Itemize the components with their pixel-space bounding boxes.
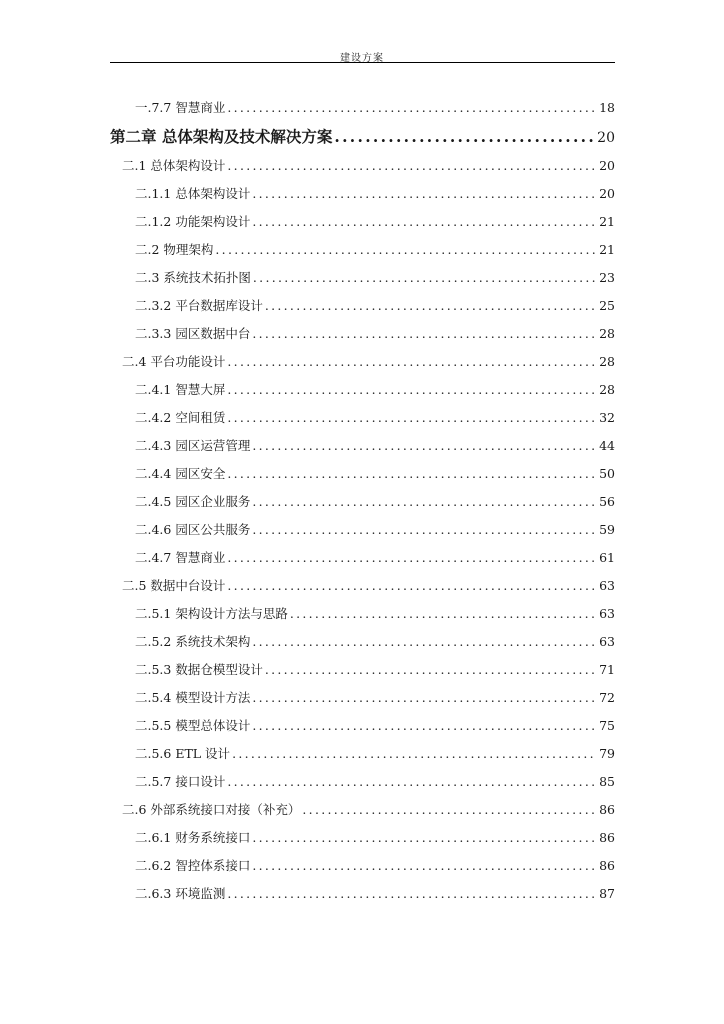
toc-entry[interactable] bbox=[110, 546, 615, 574]
dot-leader bbox=[302, 798, 597, 822]
dot-leader bbox=[252, 490, 597, 514]
toc-entry[interactable] bbox=[110, 742, 615, 770]
toc-entry[interactable] bbox=[110, 490, 615, 518]
toc-entry[interactable] bbox=[110, 826, 615, 854]
toc-entry[interactable] bbox=[110, 322, 615, 350]
toc-entry-page-number: 61 bbox=[599, 550, 615, 565]
toc-entry-title: 二.6.1 财务系统接口 bbox=[135, 830, 251, 845]
toc-entry-page-number: 23 bbox=[599, 270, 615, 285]
toc-entry[interactable] bbox=[110, 686, 615, 714]
toc-entry-title: 二.2 物理架构 bbox=[135, 242, 214, 257]
toc-entry-title: 二.4 平台功能设计 bbox=[122, 354, 226, 369]
dot-leader bbox=[227, 462, 597, 486]
toc-entry-page-number: 25 bbox=[599, 298, 615, 313]
toc-entry[interactable] bbox=[110, 518, 615, 546]
toc-entry[interactable] bbox=[110, 378, 615, 406]
toc-entry-page-number: 59 bbox=[599, 522, 615, 537]
dot-leader bbox=[232, 742, 597, 766]
toc-entry-page-number: 87 bbox=[599, 886, 615, 901]
toc-entry[interactable] bbox=[110, 714, 615, 742]
running-header: 建设方案 bbox=[340, 53, 384, 64]
toc-entry-page-number: 71 bbox=[599, 662, 615, 677]
toc-entry-title: 二.4.5 园区企业服务 bbox=[135, 494, 251, 509]
toc-entry-title: 二.3 系统技术拓扑图 bbox=[135, 270, 251, 285]
toc-entry-title: 二.5.7 接口设计 bbox=[135, 774, 226, 789]
toc-entry[interactable] bbox=[110, 124, 615, 154]
toc-entry[interactable] bbox=[110, 182, 615, 210]
toc-entry-page-number: 86 bbox=[599, 802, 615, 817]
dot-leader bbox=[252, 182, 597, 206]
toc-entry[interactable] bbox=[110, 210, 615, 238]
toc-entry-title: 二.1.1 总体架构设计 bbox=[135, 186, 251, 201]
toc-entry[interactable] bbox=[110, 96, 615, 124]
dot-leader bbox=[227, 378, 597, 402]
toc-entry[interactable] bbox=[110, 350, 615, 378]
toc-entry-page-number: 44 bbox=[599, 438, 615, 453]
toc-entry-page-number: 20 bbox=[597, 130, 615, 146]
dot-leader bbox=[252, 826, 597, 850]
toc-entry[interactable] bbox=[110, 882, 615, 910]
toc-entry[interactable] bbox=[110, 854, 615, 882]
toc-entry-title: 二.5.5 模型总体设计 bbox=[135, 718, 251, 733]
toc-entry-page-number: 63 bbox=[599, 578, 615, 593]
toc-entry[interactable] bbox=[110, 770, 615, 798]
toc-entry[interactable] bbox=[110, 154, 615, 182]
table-of-contents bbox=[110, 96, 615, 910]
toc-entry-page-number: 72 bbox=[599, 690, 615, 705]
dot-leader bbox=[334, 124, 595, 150]
toc-entry-page-number: 20 bbox=[599, 158, 615, 173]
dot-leader bbox=[227, 96, 597, 120]
toc-entry-title: 二.4.1 智慧大屏 bbox=[135, 382, 226, 397]
dot-leader bbox=[227, 882, 597, 906]
toc-entry-title: 二.6.2 智控体系接口 bbox=[135, 858, 251, 873]
dot-leader bbox=[252, 854, 597, 878]
toc-entry-page-number: 86 bbox=[599, 858, 615, 873]
toc-entry[interactable] bbox=[110, 434, 615, 462]
dot-leader bbox=[252, 518, 597, 542]
toc-entry-title: 二.4.7 智慧商业 bbox=[135, 550, 226, 565]
toc-entry-title: 二.6.3 环境监测 bbox=[135, 886, 226, 901]
toc-entry-title: 二.5.3 数据仓模型设计 bbox=[135, 662, 263, 677]
toc-entry-title: 二.4.6 园区公共服务 bbox=[135, 522, 251, 537]
toc-entry-page-number: 50 bbox=[599, 466, 615, 481]
toc-entry-page-number: 21 bbox=[599, 242, 615, 257]
toc-entry[interactable] bbox=[110, 238, 615, 266]
toc-entry[interactable] bbox=[110, 658, 615, 686]
dot-leader bbox=[227, 770, 597, 794]
dot-leader bbox=[252, 210, 597, 234]
dot-leader bbox=[252, 434, 597, 458]
dot-leader bbox=[227, 154, 597, 178]
toc-entry-page-number: 28 bbox=[599, 326, 615, 341]
toc-entry[interactable] bbox=[110, 602, 615, 630]
toc-entry-title: 二.1 总体架构设计 bbox=[122, 158, 226, 173]
toc-entry[interactable] bbox=[110, 406, 615, 434]
toc-entry-page-number: 28 bbox=[599, 354, 615, 369]
dot-leader bbox=[290, 602, 597, 626]
dot-leader bbox=[252, 714, 597, 738]
toc-entry-title: 二.1.2 功能架构设计 bbox=[135, 214, 251, 229]
toc-entry-title: 二.4.4 园区安全 bbox=[135, 466, 226, 481]
toc-entry-page-number: 75 bbox=[599, 718, 615, 733]
dot-leader bbox=[227, 546, 597, 570]
toc-entry-page-number: 21 bbox=[599, 214, 615, 229]
toc-entry-page-number: 32 bbox=[599, 410, 615, 425]
toc-entry-title: 二.3.2 平台数据库设计 bbox=[135, 298, 263, 313]
toc-entry-page-number: 86 bbox=[599, 830, 615, 845]
dot-leader bbox=[215, 238, 597, 262]
dot-leader bbox=[252, 322, 597, 346]
toc-entry-page-number: 63 bbox=[599, 634, 615, 649]
toc-entry-page-number: 28 bbox=[599, 382, 615, 397]
toc-entry-title: 二.5 数据中台设计 bbox=[122, 578, 226, 593]
toc-entry-title: 一.7.7 智慧商业 bbox=[135, 100, 226, 115]
toc-entry-page-number: 18 bbox=[599, 100, 615, 115]
toc-entry-title: 二.5.4 模型设计方法 bbox=[135, 690, 251, 705]
toc-entry-title: 二.5.2 系统技术架构 bbox=[135, 634, 251, 649]
dot-leader bbox=[252, 686, 597, 710]
dot-leader bbox=[265, 658, 597, 682]
toc-entry[interactable] bbox=[110, 462, 615, 490]
toc-entry-page-number: 85 bbox=[599, 774, 615, 789]
toc-entry[interactable] bbox=[110, 798, 615, 826]
header-rule bbox=[110, 62, 615, 63]
toc-entry-title: 二.5.6 ETL 设计 bbox=[135, 746, 231, 761]
toc-entry-title: 二.3.3 园区数据中台 bbox=[135, 326, 251, 341]
dot-leader bbox=[265, 294, 597, 318]
toc-entry-title: 第二章 总体架构及技术解决方案 bbox=[110, 127, 333, 146]
toc-entry-page-number: 20 bbox=[599, 186, 615, 201]
toc-entry-page-number: 63 bbox=[599, 606, 615, 621]
toc-entry-title: 二.4.2 空间租赁 bbox=[135, 410, 226, 425]
dot-leader bbox=[227, 350, 597, 374]
toc-entry[interactable] bbox=[110, 630, 615, 658]
toc-entry-page-number: 56 bbox=[599, 494, 615, 509]
toc-entry[interactable] bbox=[110, 574, 615, 602]
toc-entry-title: 二.5.1 架构设计方法与思路 bbox=[135, 606, 288, 621]
dot-leader bbox=[253, 266, 597, 290]
toc-entry-page-number: 79 bbox=[599, 746, 615, 761]
toc-entry[interactable] bbox=[110, 266, 615, 294]
dot-leader bbox=[227, 574, 597, 598]
toc-entry[interactable] bbox=[110, 294, 615, 322]
toc-entry-title: 二.6 外部系统接口对接（补充） bbox=[122, 802, 301, 817]
toc-entry-title: 二.4.3 园区运营管理 bbox=[135, 438, 251, 453]
dot-leader bbox=[227, 406, 597, 430]
dot-leader bbox=[252, 630, 597, 654]
